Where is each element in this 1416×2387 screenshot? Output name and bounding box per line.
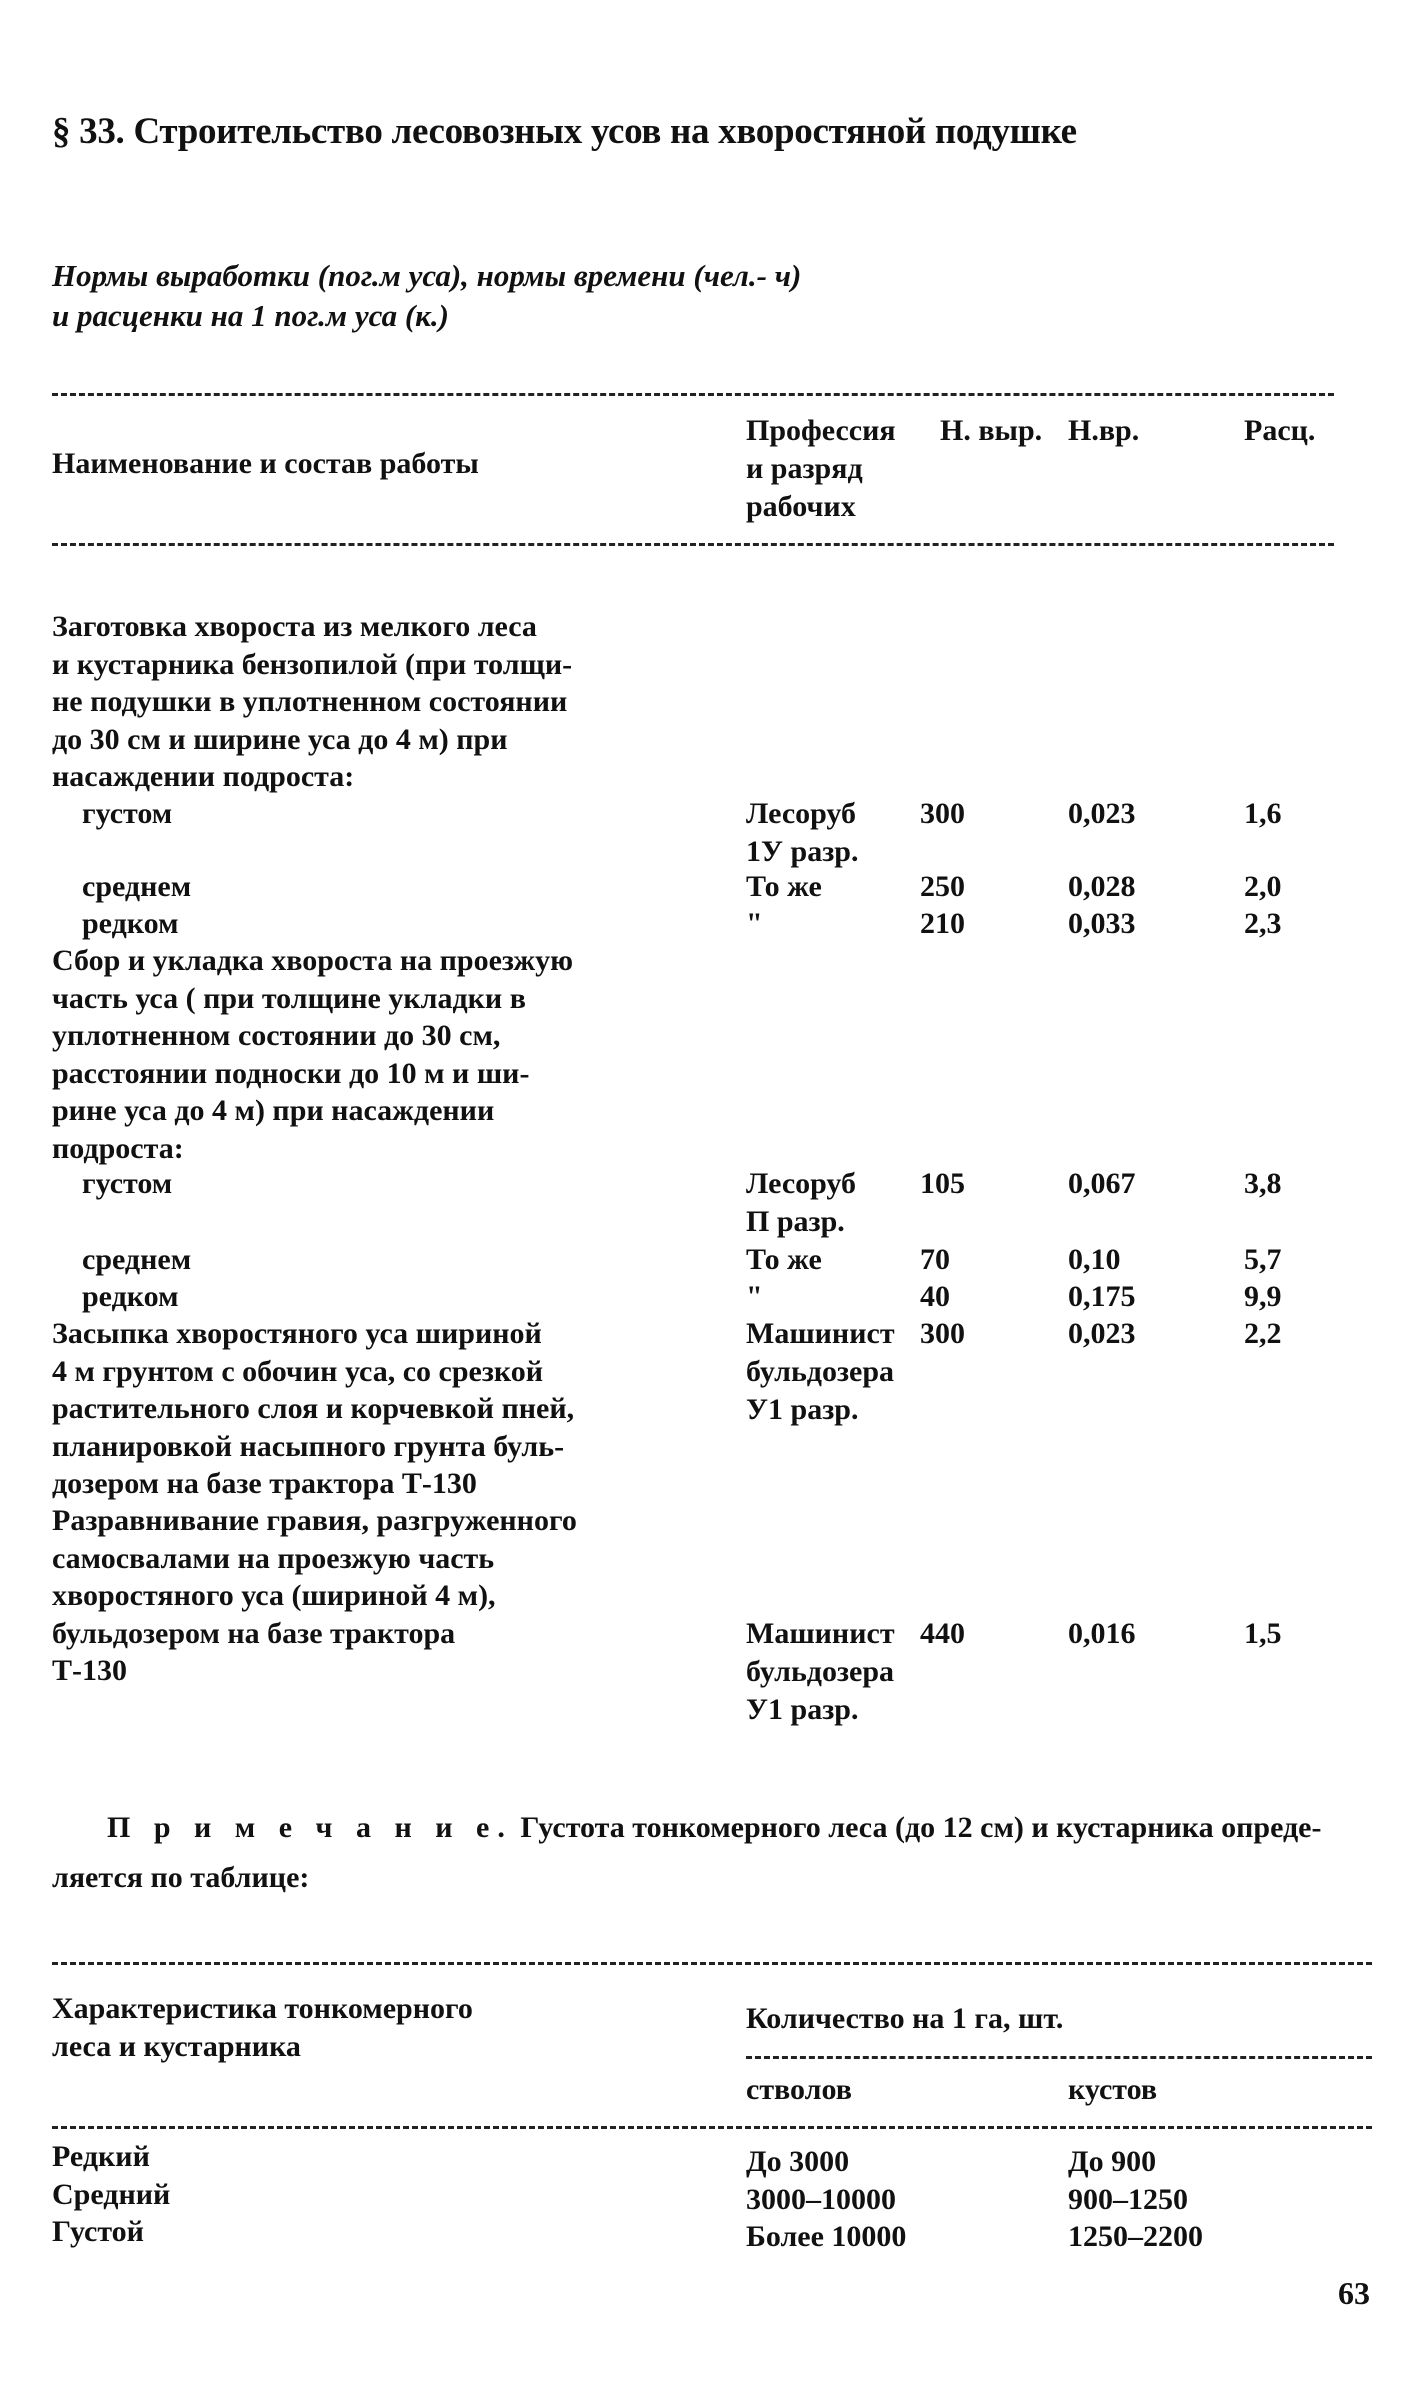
row-rate: 1,6 bbox=[1244, 797, 1282, 830]
row-label: среднем bbox=[82, 870, 192, 903]
description-line: планировкой насыпного грунта буль- bbox=[52, 1429, 565, 1463]
description-line: до 30 см и ширине уса до 4 м) при bbox=[52, 722, 508, 756]
row-profession: То же bbox=[746, 1243, 822, 1276]
description-line: Сбор и укладка хвороста на проезжую bbox=[52, 944, 574, 977]
row-output: 300 bbox=[920, 797, 965, 830]
row-output: 40 bbox=[920, 1280, 950, 1313]
row-rate: 5,7 bbox=[1244, 1243, 1282, 1276]
work-description bbox=[52, 608, 662, 796]
profession-line: бульдозера bbox=[746, 1655, 895, 1688]
header-profession-line: и разряд bbox=[746, 452, 863, 485]
page-number: 63 bbox=[1338, 2275, 1370, 2311]
row-rate: 3,8 bbox=[1244, 1167, 1282, 1200]
row-time: 0,033 bbox=[1068, 907, 1136, 940]
density-sub-bushes: кустов bbox=[1068, 2073, 1158, 2106]
density-header-line: леса и кустарника bbox=[52, 2030, 301, 2063]
row-label: густом bbox=[82, 797, 173, 830]
row-time: 0,175 bbox=[1068, 1280, 1136, 1313]
subtitle-line-2: и расценки на 1 пог.м уса (к.) bbox=[52, 298, 449, 333]
description-line: растительного слоя и корчевкой пней, bbox=[52, 1392, 575, 1425]
row-time: 0,10 bbox=[1068, 1243, 1121, 1276]
description-line: Засыпка хворостяного уса шириной bbox=[52, 1317, 542, 1350]
header-rate: Расц. bbox=[1244, 414, 1316, 447]
row-output: 105 bbox=[920, 1167, 965, 1200]
row-profession: " bbox=[746, 907, 763, 940]
row-label: густом bbox=[82, 1167, 173, 1200]
density-header-quantity: Количество на 1 га, шт. bbox=[746, 2002, 1064, 2035]
density-header-characteristic bbox=[52, 1990, 473, 2066]
profession-line: бульдозера bbox=[746, 1355, 895, 1388]
row-output: 300 bbox=[920, 1317, 965, 1350]
section-title: § 33. Строительство лесовозных усов на хворостяной подушке bbox=[52, 111, 1077, 152]
description-line: не подушки в уплотненном состоянии bbox=[52, 685, 568, 718]
description-line: часть уса ( при толщине укладки в bbox=[52, 981, 526, 1015]
density-row-bushes: 1250–2200 bbox=[1068, 2220, 1203, 2253]
row-label: редком bbox=[82, 907, 179, 940]
note-text-2: ляется по таблице: bbox=[52, 1861, 310, 1894]
note-line-1 bbox=[52, 1803, 1372, 1853]
row-time: 0,028 bbox=[1068, 870, 1136, 903]
description-line: расстоянии подноски до 10 м и ши- bbox=[52, 1056, 530, 1090]
profession-line: Машинист bbox=[746, 1317, 895, 1350]
row-output: 250 bbox=[920, 870, 965, 903]
row-rate: 2,2 bbox=[1244, 1317, 1282, 1350]
density-sub-trunks: стволов bbox=[746, 2073, 852, 2106]
note-text-1: Густота тонкомерного леса (до 12 см) и кустарника опреде- bbox=[512, 1811, 1322, 1844]
description-line: бульдозером на базе трактора bbox=[52, 1616, 456, 1650]
density-header-line: Характеристика тонкомерного bbox=[52, 1992, 473, 2025]
header-time: Н.вр. bbox=[1068, 414, 1140, 447]
row-time: 0,023 bbox=[1068, 797, 1136, 830]
density-row-name: Густой bbox=[52, 2215, 144, 2248]
row-rate: 2,3 bbox=[1244, 907, 1282, 940]
header-profession-line: Профессия bbox=[746, 414, 896, 447]
density-row-trunks: До 3000 bbox=[746, 2145, 850, 2178]
density-header-bottom-rule bbox=[52, 2126, 1372, 2129]
header-work: Наименование и состав работы bbox=[52, 447, 479, 480]
density-row-trunks: Более 10000 bbox=[746, 2220, 907, 2253]
description-line: подроста: bbox=[52, 1131, 184, 1165]
description-line: Заготовка хвороста из мелкого леса bbox=[52, 610, 537, 643]
description-line: рине уса до 4 м) при насаждении bbox=[52, 1094, 495, 1127]
description-line: и кустарника бензопилой (при толщи- bbox=[52, 647, 573, 681]
profession-line: Лесоруб bbox=[746, 1167, 857, 1200]
density-row-name: Редкий bbox=[52, 2140, 150, 2173]
header-bottom-rule bbox=[52, 543, 1334, 546]
row-label: редком bbox=[82, 1280, 179, 1313]
density-sub-rule bbox=[746, 2056, 1372, 2059]
row-time: 0,016 bbox=[1068, 1617, 1136, 1650]
work-description bbox=[52, 1502, 662, 1690]
profession-line: Лесоруб bbox=[746, 797, 857, 830]
row-rate: 9,9 bbox=[1244, 1280, 1282, 1313]
header-profession bbox=[746, 412, 896, 526]
table-top-rule bbox=[52, 393, 1334, 396]
profession-line: У1 разр. bbox=[746, 1393, 859, 1426]
density-row-bushes: 900–1250 bbox=[1068, 2183, 1188, 2216]
row-profession bbox=[746, 1615, 895, 1729]
density-row-trunks: 3000–10000 bbox=[746, 2183, 896, 2216]
note-prefix: П р и м е ч а н и е. bbox=[107, 1811, 513, 1844]
row-time: 0,067 bbox=[1068, 1167, 1136, 1200]
profession-line: П разр. bbox=[746, 1205, 845, 1238]
description-line: дозером на базе трактора Т-130 bbox=[52, 1467, 477, 1500]
row-rate: 1,5 bbox=[1244, 1617, 1282, 1650]
density-row-bushes: До 900 bbox=[1068, 2145, 1157, 2178]
row-profession bbox=[746, 1165, 856, 1241]
header-profession-line: рабочих bbox=[746, 490, 856, 523]
description-line: 4 м грунтом с обочин уса, со срезкой bbox=[52, 1354, 544, 1388]
row-profession: " bbox=[746, 1280, 763, 1313]
row-time: 0,023 bbox=[1068, 1317, 1136, 1350]
row-output: 440 bbox=[920, 1617, 965, 1650]
row-profession bbox=[746, 795, 858, 871]
row-output: 70 bbox=[920, 1243, 950, 1276]
description-line: хворостяного уса (шириной 4 м), bbox=[52, 1579, 496, 1612]
work-description bbox=[52, 1315, 662, 1503]
row-profession: То же bbox=[746, 870, 822, 903]
header-output: Н. выр. bbox=[940, 414, 1043, 447]
density-row-name: Средний bbox=[52, 2178, 171, 2211]
row-rate: 2,0 bbox=[1244, 870, 1282, 903]
density-table-top-rule bbox=[52, 1962, 1372, 1965]
profession-line: 1У разр. bbox=[746, 835, 859, 868]
row-output: 210 bbox=[920, 907, 965, 940]
row-profession bbox=[746, 1315, 895, 1429]
description-line: уплотненном состоянии до 30 см, bbox=[52, 1019, 501, 1052]
work-description bbox=[52, 942, 662, 1167]
table-subtitle bbox=[52, 256, 801, 336]
description-line: Т-130 bbox=[52, 1654, 127, 1687]
description-line: самосвалами на проезжую часть bbox=[52, 1541, 495, 1575]
note-paragraph bbox=[52, 1803, 1372, 1903]
description-line: насаждении подроста: bbox=[52, 760, 355, 793]
description-line: Разравнивание гравия, разгруженного bbox=[52, 1504, 577, 1537]
profession-line: Машинист bbox=[746, 1617, 895, 1650]
subtitle-line-1: Нормы выработки (пог.м уса), нормы времени (чел.- ч) bbox=[52, 258, 802, 293]
row-label: среднем bbox=[82, 1243, 192, 1276]
profession-line: У1 разр. bbox=[746, 1693, 859, 1726]
